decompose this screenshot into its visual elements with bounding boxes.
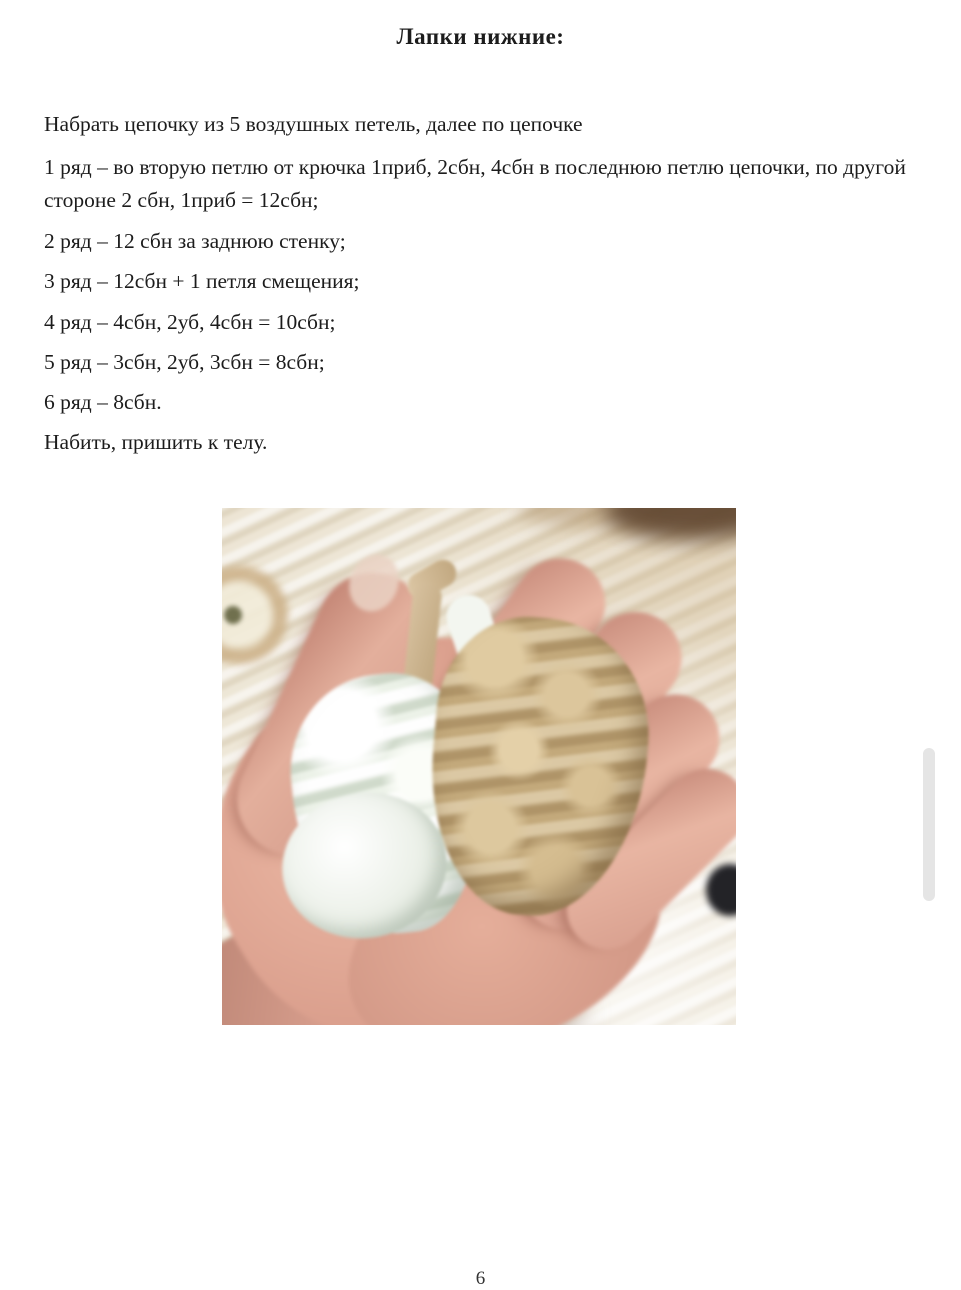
page-number: 6 (475, 1268, 486, 1289)
instruction-row-4: 4 ряд – 4сбн, 2уб, 4сбн = 10сбн; (44, 310, 336, 334)
page-title: Лапки нижние: (396, 24, 565, 49)
scrollbar-thumb[interactable] (923, 748, 935, 901)
crochet-paws-photo (222, 508, 736, 1025)
instruction-row-1: 1 ряд – во вторую петлю от крючка 1приб, 2сбн, 4сбн в последнюю петлю цепочки, по другой стороне 2 сбн, 1приб = 12сбн; (44, 155, 906, 212)
instruction-row-6: 6 ряд – 8сбн. (44, 390, 162, 414)
crochet-pieces (222, 508, 736, 1025)
instruction-row-3: 3 ряд – 12сбн + 1 петля смещения; (44, 269, 360, 293)
instruction-row-5: 5 ряд – 3сбн, 2уб, 3сбн = 8сбн; (44, 350, 325, 374)
instruction-intro: Набрать цепочку из 5 воздушных петель, далее по цепочке (44, 112, 583, 136)
instruction-row-2: 2 ряд – 12 сбн за заднюю стенку; (44, 229, 346, 253)
instruction-finish: Набить, пришить к телу. (44, 430, 268, 454)
